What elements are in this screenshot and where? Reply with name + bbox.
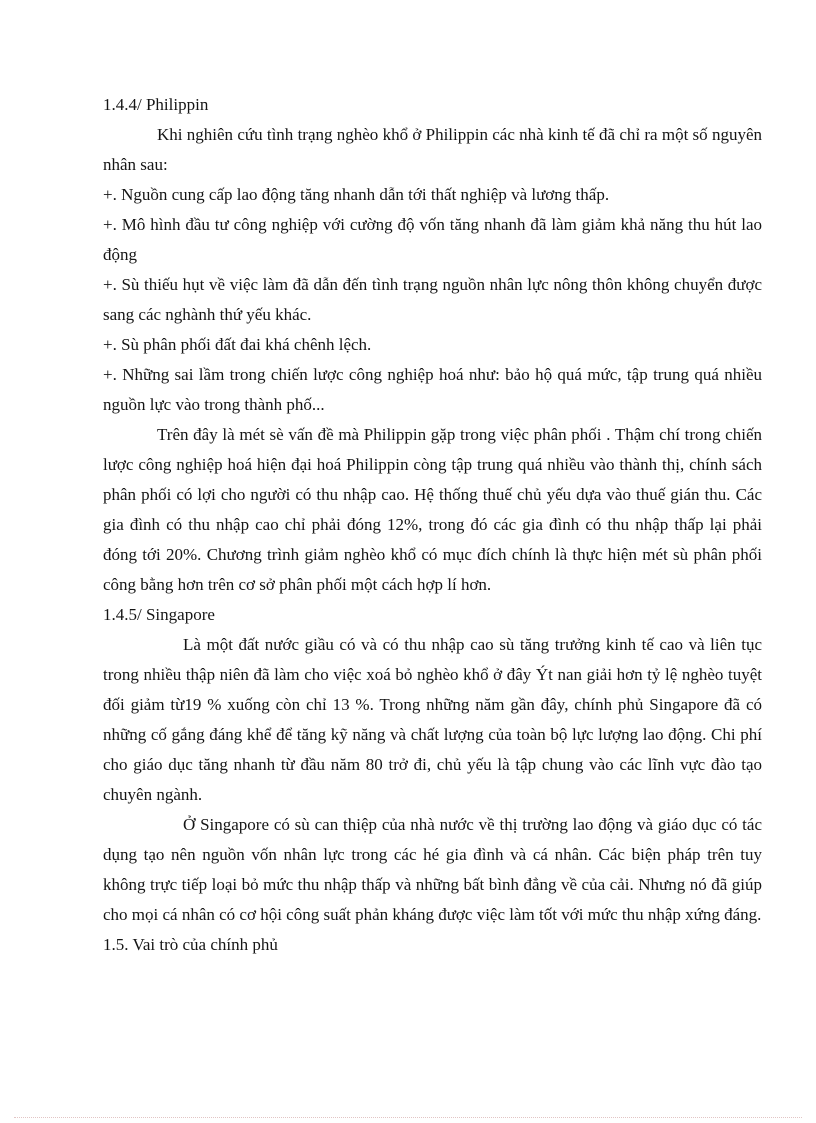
- heading-1-5-government-role: 1.5. Vai trò của chính phủ: [103, 935, 278, 954]
- paragraph-philippin-analysis: Trên đây là mét sè vấn đề mà Philippin gặp trong việc phân phối . Thậm chí trong chiến lược công nghiệp hoá hiện đại hoá Philippin còng tập trung quá nhiều vào thành thị, chính sách phân phối có lợi cho người có thu nhập cao. Hệ thống thuế chủ yếu dựa vào thuế gián thu. Các gia đình có thu nhập cao chỉ phải đóng 12%, trong đó các gia đình có thu nhập thấp lại phải đóng tới 20%. Chương trình giảm nghèo khổ có mục đích chính là thực hiện mét sù phân phối công bằng hơn trên cơ sở phân phối một cách hợp lí hơn.: [103, 425, 762, 594]
- paragraph-singapore-intervention: Ở Singapore có sù can thiệp của nhà nước về thị trường lao động và giáo dục có tác dụng tạo nên nguồn vốn nhân lực trong các hé gia đình và cá nhân. Các biện pháp trên tuy không trực tiếp loại bỏ mức thu nhập thấp và những bất bình đẳng về của cải. Nhưng nó đã giúp cho mọi cá nhân có cơ hội công suất phản kháng được việc làm tốt với mức thu nhập xứng đáng.: [103, 815, 762, 924]
- document-content: [103, 90, 762, 960]
- heading-1-4-5-singapore: 1.4.5/ Singapore: [103, 605, 215, 624]
- paragraph-singapore-growth: Là một đất nước giầu có và có thu nhập cao sù tăng trưởng kinh tế cao và liên tục trong nhiều thập niên đã làm cho việc xoá bỏ nghèo khổ ở đây Ýt nan giải hơn tỷ lệ nghèo tuyệt đối giảm từ19 % xuống còn chỉ 13 %. Trong những năm gần đây, chính phủ Singapore đã có những cố gắng đáng khể để tăng kỹ năng và chất lượng của toàn bộ lực lượng lao động. Chi phí cho giáo dục tăng nhanh từ đầu năm 80 trở đi, chủ yếu là tập chung vào các lĩnh vực đào tạo chuyên ngành.: [103, 635, 762, 804]
- list-item-industrialization-mistakes: +. Những sai lầm trong chiến lược công nghiệp hoá như: bảo hộ quá mức, tập trung quá nhiều nguồn lực vào trong thành phố...: [103, 365, 762, 414]
- list-item-land-distribution: +. Sù phân phối đất đai khá chênh lệch.: [103, 335, 372, 354]
- paragraph-philippin-intro: Khi nghiên cứu tình trạng nghèo khổ ở Philippin các nhà kinh tế đã chỉ ra một số nguyên nhân sau:: [103, 125, 762, 174]
- list-item-job-shortage: +. Sù thiếu hụt về việc làm đã dẫn đến tình trạng nguồn nhân lực nông thôn không chuyển được sang các nghành thứ yếu khác.: [103, 275, 762, 324]
- list-item-industrial-investment: +. Mô hình đầu tư công nghiệp với cường độ vốn tăng nhanh đã làm giảm khả năng thu hút lao động: [103, 215, 762, 264]
- heading-1-4-4-philippin: 1.4.4/ Philippin: [103, 95, 209, 114]
- list-item-labor-supply: +. Nguồn cung cấp lao động tăng nhanh dẫn tới thất nghiệp và lương thấp.: [103, 185, 610, 204]
- footer-dotted-rule: [14, 1117, 802, 1118]
